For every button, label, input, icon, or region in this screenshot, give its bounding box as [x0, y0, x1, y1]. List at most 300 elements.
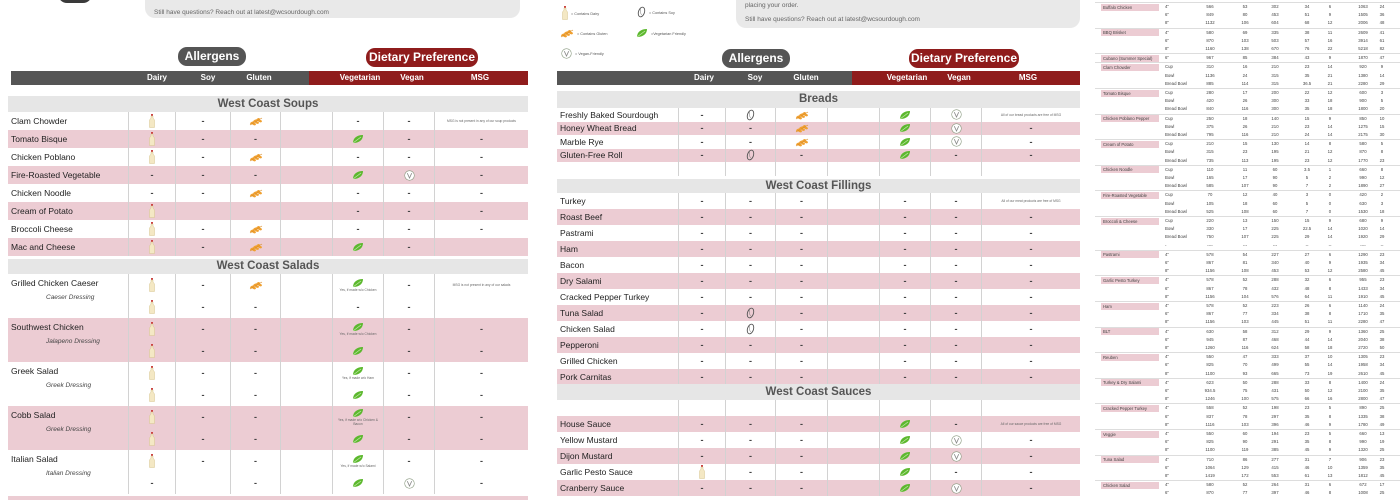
nutrition-value: 580 [1206, 29, 1214, 35]
nutrition-value: 40 [1304, 259, 1310, 265]
nutrition-value: 13 [1242, 218, 1248, 223]
nutrition-value: 578 [1206, 251, 1214, 257]
cell-msg [434, 318, 528, 362]
table-row [8, 184, 528, 202]
cell-vegan [930, 448, 981, 464]
nutrition-value: 1100 [1205, 447, 1215, 453]
nutrition-size: Bread Bowl [1165, 208, 1187, 214]
nutrition-value: 11 [1242, 166, 1248, 172]
cell-gluten [230, 238, 280, 256]
nutrition-value: -- [1305, 242, 1309, 248]
vegan-icon [951, 483, 962, 494]
nutrition-size: 8" [1165, 472, 1169, 478]
dash-none: - [903, 212, 907, 222]
dash-none: - [480, 152, 483, 162]
nutrition-value: 934.5 [1204, 387, 1216, 393]
nutrition-value: 585 [1206, 183, 1214, 189]
nutrition-value: 1020 [1358, 226, 1368, 232]
nutrition-value: 1870 [1358, 55, 1368, 61]
dairy-icon [149, 344, 155, 358]
cell-vegetarian [879, 108, 930, 122]
nutrition-value: 0 [1328, 192, 1332, 198]
nutrition-value: 20 [1379, 106, 1385, 112]
nutrition-value: 80 [1242, 12, 1248, 18]
item-name [8, 274, 128, 318]
nutrition-value: 69 [1242, 29, 1248, 35]
item-name [8, 318, 128, 362]
leaf-icon [352, 346, 364, 356]
nutrition-value: 85 [1242, 55, 1248, 61]
table-row [557, 193, 1080, 209]
dash-none: - [1029, 451, 1033, 461]
nutrition-value: 375 [1206, 123, 1214, 129]
cell-blank [827, 369, 879, 385]
nutrition-value: 60 [1272, 200, 1278, 206]
cell-vegan [930, 135, 981, 149]
dash-none: - [954, 150, 958, 161]
cell-blank [827, 225, 879, 241]
nutrition-size: 4" [1165, 29, 1169, 35]
nutrition-value: 48 [1379, 20, 1385, 26]
nutrition-item-label: Ham [1101, 303, 1159, 310]
nutrition-value: 9 [1328, 12, 1332, 18]
cell-msg [981, 273, 1080, 289]
nutrition-value: 3.5 [1304, 166, 1310, 172]
dash-none: - [480, 390, 483, 400]
cell-vegetarian [879, 122, 930, 136]
nutrition-value: 210 [1271, 64, 1279, 70]
nutrition-value: 1505 [1358, 12, 1368, 18]
cell-gluten [230, 450, 280, 494]
nutrition-value: 5 [1328, 405, 1332, 411]
nutrition-value: 34 [1379, 362, 1385, 368]
dash-none: - [903, 260, 907, 270]
nutrition-size: 4" [1165, 379, 1169, 385]
nutrition-value: 68 [1304, 20, 1310, 26]
cell-msg [981, 257, 1080, 273]
dash-none: - [407, 152, 411, 162]
nutrition-value: 45 [1304, 447, 1310, 453]
info-box [145, 0, 520, 18]
dash-none: - [800, 356, 803, 366]
cell-soy [725, 122, 775, 136]
cell-msg [434, 130, 528, 148]
dash-none: - [1029, 136, 1033, 147]
dash-none: - [800, 467, 803, 477]
nutrition-value: 8 [1328, 490, 1332, 496]
nutrition-value: 280 [1206, 90, 1214, 95]
dash-none: - [201, 390, 205, 400]
cell-soy [725, 241, 775, 257]
dash-none: - [480, 434, 483, 444]
cell-vegan [930, 149, 981, 163]
nutrition-value: 100 [1241, 396, 1249, 402]
nutrition-value: 315 [1271, 72, 1279, 78]
dash-none: - [749, 340, 752, 350]
cell-soy [725, 353, 775, 369]
dash-none: - [480, 224, 483, 234]
contact-text: Still have questions? Reach out at latest@wcsourdough.com [154, 9, 329, 16]
cell-blank [827, 464, 879, 480]
nutrition-value: 5 [1305, 200, 1309, 206]
legend-vegetarian: =Vegetarian Friendly [636, 28, 686, 39]
dash-none: - [700, 324, 704, 334]
nutrition-size: 4" [1165, 456, 1169, 462]
nutrition-value: 7 [1328, 456, 1332, 462]
item-name [8, 112, 128, 130]
col-dairy: Dairy [693, 73, 715, 82]
nutrition-item-label: Pastrami [1101, 251, 1159, 258]
dairy-icon [149, 300, 155, 314]
table-row [8, 130, 528, 148]
nutrition-size: 8" [1165, 293, 1169, 299]
nutrition-value: 21 [1327, 80, 1333, 86]
nutrition-value: 58 [1242, 328, 1248, 334]
dash-none: - [480, 206, 483, 216]
nutrition-size: 8" [1165, 370, 1169, 376]
item-name [557, 337, 678, 353]
cell-msg [434, 202, 528, 220]
dash-none: - [254, 456, 257, 466]
table-row [8, 238, 528, 256]
nutrition-value: 1910 [1358, 293, 1368, 299]
nutrition-size: 6" [1165, 490, 1169, 496]
gluten-icon [249, 242, 263, 252]
nutrition-value: 200 [1271, 90, 1279, 95]
nutrition-size: Bowl [1165, 174, 1175, 180]
dietary-preference-pill: Dietary Preference [366, 48, 478, 67]
cell-dairy [678, 337, 725, 353]
nutrition-value: 23 [1304, 157, 1310, 163]
item-name-text: Chicken Noodle [11, 188, 72, 198]
nutrition-value: 129 [1241, 464, 1249, 470]
dressing-name: Jalapeno Dressing [46, 338, 100, 345]
cell-dairy [128, 450, 175, 494]
nutrition-value: ---- [1360, 242, 1366, 248]
cell-vegetarian [879, 448, 930, 464]
soy-icon [637, 6, 646, 19]
dash-none: - [1029, 467, 1033, 477]
nutrition-value: 415 [1271, 464, 1279, 470]
nutrition-value: 41 [1379, 29, 1385, 35]
dash-none: - [254, 412, 257, 422]
cell-blank [827, 108, 879, 122]
dash-none: - [407, 346, 411, 356]
cell-vegan [383, 202, 434, 220]
dash-none: - [1029, 228, 1033, 238]
dash-none: - [1029, 324, 1033, 334]
nutrition-value: 710 [1206, 456, 1214, 462]
nutrition-value: 297 [1271, 413, 1279, 419]
nutrition-value: 210 [1271, 123, 1279, 129]
cell-gluten [775, 369, 827, 385]
dash-none: - [407, 434, 411, 444]
nutrition-value: 550 [1206, 354, 1214, 360]
cell-vegan [383, 274, 434, 318]
dash-none: - [700, 196, 704, 206]
nutrition-value: 26 [1242, 123, 1248, 129]
nutrition-value: 210 [1206, 141, 1214, 147]
dash-none: - [254, 390, 257, 400]
dash-none: - [749, 483, 752, 493]
vegetarian-note: Yes, if made w/o Chicken [339, 288, 377, 292]
cell-soy [725, 416, 775, 432]
nutrition-value: 575 [1271, 396, 1279, 402]
nutrition-value: 10 [1379, 115, 1385, 121]
cell-soy [725, 337, 775, 353]
cell-soy [725, 209, 775, 225]
nutrition-size: 4" [1165, 405, 1169, 411]
nutrition-value: 15 [1304, 115, 1310, 121]
nutrition-size: Cup [1165, 90, 1173, 95]
cell-msg [981, 464, 1080, 480]
column-header-bar [557, 71, 1080, 85]
gluten-icon [249, 116, 263, 126]
nutrition-value: 990 [1359, 439, 1367, 445]
nutrition-value: 1433 [1358, 285, 1368, 291]
nutrition-value: 52 [1242, 277, 1248, 283]
dash-none: - [749, 212, 752, 222]
item-name [557, 480, 678, 496]
cell-vegetarian [332, 130, 383, 148]
leaf-icon [352, 434, 364, 444]
nutrition-size: 8" [1165, 421, 1169, 427]
cell-blank [827, 241, 879, 257]
cell-vegan [930, 225, 981, 241]
nutrition-value: 250 [1206, 115, 1214, 121]
dash-none: - [903, 340, 907, 350]
dash-none: - [407, 302, 411, 312]
table-row [8, 148, 528, 166]
item-name [557, 209, 678, 225]
dash-none: - [700, 483, 704, 493]
cell-note: All of our sauce products are free of MSG [1000, 422, 1062, 426]
nutrition-value: 34 [1379, 285, 1385, 291]
nutrition-value: 106 [1241, 20, 1249, 26]
nutrition-value: 14 [1304, 141, 1310, 147]
nutrition-group [1095, 28, 1400, 54]
nutrition-value: 12 [1327, 149, 1333, 155]
cell-vegan [383, 184, 434, 202]
nutrition-value: 5218 [1358, 45, 1368, 51]
cell-vegan [930, 122, 981, 136]
nutrition-value: 138 [1241, 45, 1249, 51]
nutrition-value: 23 [1304, 64, 1310, 70]
nutrition-value: 22.5 [1302, 226, 1312, 232]
nutrition-value: 1780 [1358, 421, 1368, 427]
nutrition-value: 12 [1327, 157, 1333, 163]
nutrition-value: 735 [1206, 157, 1214, 163]
cell-vegan [383, 318, 434, 362]
cell-msg [434, 166, 528, 184]
nutrition-value: 77 [1242, 490, 1248, 496]
item-name [8, 184, 128, 202]
nutrition-value: 18 [1327, 344, 1333, 350]
cell-vegan [930, 289, 981, 305]
cell-soy [725, 149, 775, 163]
cell-msg [981, 289, 1080, 305]
nutrition-group [1095, 403, 1400, 429]
cell-blank [827, 135, 879, 149]
nutrition-value: 5 [1380, 98, 1384, 104]
nutrition-group [1095, 455, 1400, 481]
nutrition-group [1095, 327, 1400, 353]
cell-vegan [383, 406, 434, 450]
nutrition-value: 51 [1304, 12, 1310, 18]
dash-none: - [700, 276, 704, 286]
soups-table [8, 96, 528, 258]
dash-none: - [800, 292, 803, 302]
logo [58, 0, 92, 3]
nutrition-value: 9 [1380, 64, 1384, 70]
nutrition-value: 210 [1271, 131, 1279, 137]
nutrition-value: 825 [1206, 439, 1214, 445]
vegan-icon [951, 451, 962, 462]
cell-dairy [678, 225, 725, 241]
nutrition-value: 10 [1327, 354, 1333, 360]
dash-none: - [954, 324, 958, 334]
item-name [557, 353, 678, 369]
cell-gluten [775, 337, 827, 353]
vegetarian-note: Yes, if made w/o Ham [342, 376, 374, 380]
col-soy: Soy [200, 73, 216, 82]
nutrition-value: 113 [1241, 157, 1249, 163]
nutrition-value: 9 [1328, 421, 1332, 427]
cell-vegan [930, 432, 981, 448]
cell-msg [434, 112, 528, 130]
dash-none: - [954, 212, 958, 222]
dairy-icon [149, 204, 155, 218]
nutrition-value: 24 [1304, 131, 1310, 137]
dash-none: - [201, 224, 205, 234]
nutrition-value: 2175 [1358, 131, 1368, 137]
dash-none: - [700, 356, 704, 366]
cell-soy [725, 369, 775, 385]
nutrition-value: 850 [1359, 115, 1367, 121]
nutrition-size: 8" [1165, 396, 1169, 402]
cell-blank [280, 112, 332, 130]
soy-icon [746, 109, 755, 121]
dash-none: - [700, 419, 704, 429]
nutrition-value: 2006 [1358, 20, 1368, 26]
leaf-icon [899, 150, 911, 160]
item-name [557, 225, 678, 241]
nutrition-value: 288 [1271, 379, 1279, 385]
cell-gluten [775, 400, 827, 416]
nutrition-size: 4" [1165, 431, 1169, 436]
dash-none: - [407, 116, 411, 126]
cell-vegan [930, 416, 981, 432]
breads-table [557, 91, 1080, 179]
nutrition-value: 9 [1328, 218, 1332, 223]
nutrition-value: 2720 [1358, 344, 1368, 350]
dash-none: - [700, 212, 704, 222]
cell-soy [175, 202, 230, 220]
cell-blank [827, 416, 879, 432]
cell-dairy [678, 448, 725, 464]
dash-none: - [749, 228, 752, 238]
table-row [8, 274, 528, 318]
nutrition-value: 1063 [1358, 4, 1368, 9]
item-name-text: Fire-Roasted Vegetable [11, 170, 101, 180]
cell-soy [175, 238, 230, 256]
cell-blank [280, 362, 332, 406]
nutrition-value: 23 [1379, 354, 1385, 360]
cell-soy [175, 406, 230, 450]
dash-none: - [903, 228, 907, 238]
nutrition-size: 8" [1165, 344, 1169, 350]
nutrition-value: 5 [1380, 141, 1384, 147]
dash-none: - [407, 280, 411, 290]
dash-none: - [954, 292, 958, 302]
nutrition-value: 18 [1379, 208, 1385, 214]
section-header: Breads [557, 91, 1080, 108]
nutrition-value: 48 [1304, 285, 1310, 291]
nutrition-item-label: Turkey & Dry Salami [1101, 379, 1159, 386]
item-name-text: Pastrami [560, 228, 594, 238]
leaf-icon [352, 454, 364, 464]
leaf-icon [899, 483, 911, 493]
nutrition-value: 12 [1327, 20, 1333, 26]
nutrition-value: 3 [1380, 200, 1384, 206]
nutrition-value: 867 [1206, 311, 1214, 317]
item-name [557, 400, 678, 416]
cell-msg [981, 305, 1080, 321]
cell-gluten [230, 318, 280, 362]
cell-blank [280, 130, 332, 148]
item-name [8, 148, 128, 166]
item-name [8, 406, 128, 450]
vegan-icon [951, 435, 962, 446]
dash-none: - [749, 196, 752, 206]
nutrition-value: 116 [1241, 131, 1249, 137]
cell-vegetarian [879, 241, 930, 257]
section-header: West Coast Soups [8, 96, 528, 112]
cell-dairy [678, 353, 725, 369]
leaf-icon [352, 278, 364, 288]
cell-blank [280, 450, 332, 494]
cell-soy [725, 193, 775, 209]
cell-vegan [930, 480, 981, 496]
nutrition-value: 18 [1327, 98, 1333, 104]
cell-blank [827, 448, 879, 464]
nutrition-size: 4" [1165, 277, 1169, 283]
item-name-text: Chicken Poblano [11, 152, 76, 162]
cell-vegan [383, 238, 434, 256]
nutrition-group [1095, 165, 1400, 191]
cell-vegetarian [879, 416, 930, 432]
cell-gluten [775, 193, 827, 209]
table-row [557, 369, 1080, 385]
nutrition-group [1095, 190, 1400, 216]
nutrition-value: 990 [1359, 174, 1367, 180]
dash-none: - [954, 419, 958, 429]
nutrition-value: 73 [1304, 370, 1310, 376]
item-name-text: Roast Beef [560, 212, 603, 222]
nutrition-value: 825 [1206, 362, 1214, 368]
nutrition-value: 10 [1327, 464, 1333, 470]
nutrition-value: 103 [1241, 319, 1249, 325]
nutrition-value: 90 [1272, 174, 1278, 180]
nutrition-value: 220 [1206, 218, 1214, 223]
nutrition-value: 2100 [1358, 387, 1368, 393]
dash-none: - [903, 276, 907, 286]
nutrition-value: 955 [1359, 277, 1367, 283]
nutrition-value: 1156 [1205, 319, 1215, 325]
nutrition-value: 38 [1304, 311, 1310, 317]
nutrition-value: 38 [1379, 413, 1385, 419]
nutrition-value: 198 [1271, 405, 1279, 411]
